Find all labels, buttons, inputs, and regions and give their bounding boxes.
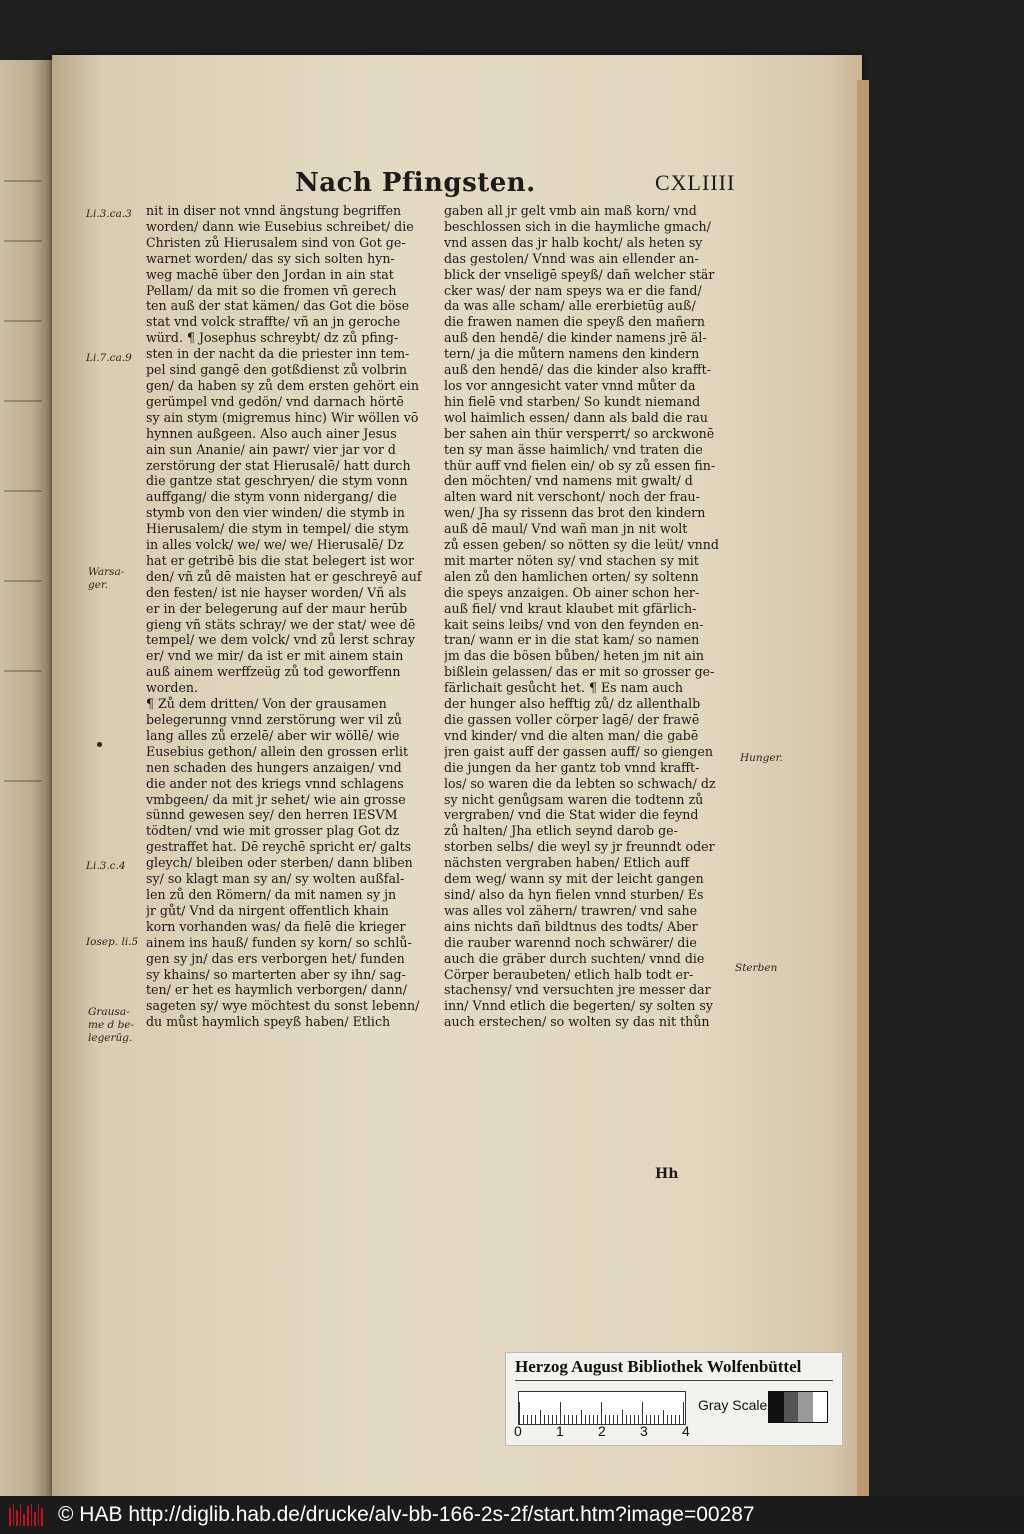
text-line: blick der vnseligē speyß/ dañ welcher stär [444,266,715,282]
text-line: jren gaist auff der gassen auff/ so giengen [444,743,713,759]
text-line: tödten/ vnd wie mit grosser plag Got dz [146,823,400,839]
text-line: gaben all jr gelt vmb ain maß korn/ vnd [444,203,697,218]
viewer-footer [0,1496,1024,1534]
text-line: alten ward nit verschont/ noch der frau- [444,489,700,505]
text-line: die speys anzaigen. Ob ainer schon her- [444,584,700,600]
ruler-tick [519,1402,520,1424]
margin-note: Hunger. [740,752,783,764]
text-line: ain sun Ananie/ ain pawr/ vier jar vor d [146,441,396,457]
previous-page-edge [0,60,52,1496]
text-line: auß fiel/ vnd kraut klaubet mit gfärlich- [444,600,697,616]
signature-mark: Hh [655,1166,679,1182]
text-line: ten sy man ässe haimlich/ vnd traten die [444,441,703,457]
margin-note: Warsa- ger. [88,566,125,591]
running-head: Nach Pfingsten. [295,168,536,198]
text-line: hat er getribē bis die stat belegert ist wor [146,552,415,568]
ruler-tick [642,1402,643,1424]
text-line: vmbgeen/ da mit jr sehet/ wie ain grosse [146,791,406,807]
ruler-tick [622,1410,623,1424]
text-line: die jungen da her gantz tob vnnd krafft- [444,759,700,775]
ruler-number: 4 [682,1423,690,1439]
text-line: ten auß der stat kämen/ das Got die böse [146,298,410,314]
text-line: hin fielē vnd starben/ So kundt niemand [444,393,701,409]
text-line: ber sahen ain thür versperrt/ so arckwonē [444,425,715,441]
text-line: sy khains/ so marterten aber sy ihn/ sag- [146,966,406,982]
text-line: Eusebius gethon/ allein den grossen erlit [146,743,409,759]
text-line: lang alles zů erzelē/ aber wir wöllē/ wie [146,727,400,743]
text-line: Hierusalem/ die stym in tempel/ die stym [146,521,409,537]
text-line: was alles vol zähern/ trawren/ vnd sahe [444,902,698,918]
margin-note: Iosep. li.5 [86,936,139,948]
text-line: sünnd gewesen sey/ den herren IESVM [146,807,398,823]
margin-mark [97,742,102,747]
text-line: auß ainem werffzeüg zů tod geworffenn [146,664,401,680]
text-line: jm das die bösen bůben/ heten jm nit ain [444,648,705,664]
text-line: zerstörung der stat Hierusalē/ hatt durch [146,457,411,473]
text-line: das gestolen/ Vnnd was ain ellender an- [444,250,699,266]
text-line: der hunger also hefftig zů/ dz allenthalb [444,696,701,712]
text-line: auß den hendē/ das die kinder also krafft- [444,362,711,378]
text-line: sy nicht genůgsam waren die todtenn zů [444,791,704,807]
ruler-tick [560,1402,561,1424]
text-line: worden/ dann wie Eusebius schreibet/ die [146,218,414,234]
margin-note: Li.3.c.4 [86,860,126,872]
page-fore-edge [857,80,869,1496]
text-line: sageten sy/ wye möchtest du sonst lebenn/ [146,998,420,1014]
ruler-scale [518,1391,686,1425]
text-line: stat vnd volck straffte/ vñ an jn geroche [146,314,401,330]
text-line: ains nichts dañ bildtnus des todts/ Aber [444,918,698,934]
text-line: gestraffet hat. Dē reychē spricht er/ galts [146,839,412,855]
ruler-number: 2 [598,1423,606,1439]
text-line: sind/ also da hyn fielen vnnd sturben/ Es [444,886,704,902]
text-line: gleych/ bleiben oder sterben/ dann bliben [146,855,413,871]
margin-note: Grausa- me d be- legerūg. [88,1006,135,1044]
text-line: die gantze stat geschryen/ die stym vonn [146,473,408,489]
text-line: pel sind gangē den gotßdienst zů volbrin [146,362,408,378]
text-line: vergraben/ vnd die Stat wider die feynd [444,807,699,823]
text-line: nen schaden des hungers anzaigen/ vnd [146,759,402,775]
text-line: stachensy/ vnd versuchten jre messer dar [444,982,711,998]
text-line: kait seins leibs/ vnd von den feynden en- [444,616,704,632]
text-line: dem weg/ wann sy mit der leicht gangen [444,871,704,887]
text-line: Christen zů Hierusalem sind von Got ge- [146,234,406,250]
text-line: nächsten vergraben haben/ Etlich auff [444,855,690,871]
text-line: tempel/ we dem volck/ vnd zů lerst schray [146,632,415,648]
hab-logo-icon [9,1504,43,1526]
corner-mark [992,1510,1014,1518]
text-line: gen sy jn/ das ers verborgen het/ funden [146,950,405,966]
ruler-tick [540,1410,541,1424]
margin-note: Li.3.ca.3 [86,208,132,220]
text-line: auß dē maul/ Vnd wañ man jn nit wolt [444,521,688,537]
text-line: du můst haymlich speyß haben/ Etlich [146,1014,391,1030]
text-line: tern/ ja die můtern namens den kindern [444,346,700,362]
text-line: worden. [146,680,199,696]
text-line: den möchten/ vnd namens mit gwalt/ d [444,473,693,489]
text-line: er in der belegerung auf der maur herūb [146,600,408,616]
text-line: auch erstechen/ so wolten sy das nit thůn [444,1014,710,1030]
ruler-tick [663,1410,664,1424]
text-line: Cörper beraubeten/ etlich halb todt er- [444,966,694,982]
text-line: gen/ da haben sy zů dem ersten gehört ein [146,377,419,393]
text-line: den/ vñ zů dē maisten hat er geschreyē auf [146,568,422,584]
text-line: cker was/ der nam speys wa er die fand/ [444,282,702,298]
text-line: los/ so waren die da lebten so schwach/ dz [444,775,716,791]
card-title: Herzog August Bibliothek Wolfenbüttel [515,1357,802,1376]
text-line: Pellam/ da mit so die fromen vñ gerech [146,282,397,298]
folio-number: CXLIIII [655,170,736,195]
ruler-number: 1 [556,1423,564,1439]
text-line: los vor anngesicht vater vnnd můter da [444,377,696,393]
text-line: sy/ so klagt man sy an/ sy wolten außfal- [146,871,405,887]
ruler-numbers [514,1423,694,1441]
text-line: len zů den Römern/ da mit namen sy jn [146,886,397,902]
text-line: den festen/ ist nie hayser worden/ Vñ als [146,584,407,600]
text-line: sy ain stym (migremus hinc) Wir wöllen vō [146,409,419,425]
ruler-tick [601,1402,602,1424]
text-line: belegerunng vnnd zerstörung wer vil zů [146,712,403,727]
text-line: korn vorhanden was/ da fielē die krieger [146,918,406,934]
text-line: gerümpel vnd gedön/ vnd darnach hörtē [146,393,404,409]
color-calibration-card [505,1352,843,1446]
card-rule [515,1380,833,1381]
text-line: alen zů den hamlichen orten/ sy soltenn [444,568,699,584]
text-line: würd. ¶ Josephus schreybt/ dz zů pfing- [146,330,399,346]
text-line: die rauber warennd noch schwärer/ die [444,934,697,950]
copyright-url[interactable]: © HAB http://diglib.hab.de/drucke/alv-bb-166-2s-2f/start.htm?image=00287 [58,1503,755,1526]
text-line: zů essen geben/ so nötten sy die leüt/ vnnd [444,537,719,553]
text-line: auffgang/ die stym vonn nidergang/ die [146,489,397,505]
text-line: die gassen voller cörper lagē/ der frawē [444,712,700,727]
text-line: inn/ Vnnd etlich die begerten/ sy solten sy [444,998,713,1014]
text-line: ¶ Zů dem dritten/ Von der grausamen [146,696,387,712]
text-line: beschlossen sich in die haymliche gmach/ [444,218,711,234]
text-line: tran/ wann er in die stat kam/ so namen [444,632,700,648]
text-line: hynnen außgeen. Also auch ainer Jesus [146,425,397,441]
text-line: er/ vnd we mir/ da ist er mit ainem stain [146,648,404,664]
text-line: auch die gräber durch suchten/ vnnd die [444,950,705,966]
text-line: vnd kinder/ vnd die alten man/ die gabē [444,727,699,743]
text-line: in alles volck/ we/ we/ we/ Hierusalē/ Dz [146,537,404,553]
margin-note: Sterben [735,962,778,974]
text-line: vnd assen das jr halb kocht/ als heten sy [444,234,703,250]
grayscale-label: Gray Scale [698,1397,768,1413]
text-line: bißlein gelassen/ das er mit so grosser ge- [444,664,715,680]
text-line: wen/ Jha sy rissenn das brot den kindern [444,505,706,521]
right-text-column [444,203,734,1030]
ruler-number: 0 [514,1423,522,1439]
text-line: auß den hendē/ die kinder namens jrē äl- [444,330,707,346]
text-line: warnet worden/ das sy sich solten hyn- [146,250,395,266]
text-line: jr gůt/ Vnd da nirgent offentlich khain [146,902,389,918]
text-line: färlichait gesůcht het. ¶ Es nam auch [444,680,683,696]
text-line: ten/ er het es haymlich verborgen/ dann/ [146,982,407,998]
text-line: mit marter nöten sy/ vnd stachen sy mit [444,552,699,568]
text-line: ainem ins hauß/ funden sy korn/ so schlů- [146,934,412,950]
text-line: sten in der nacht da die priester inn tem- [146,346,410,362]
text-line: da was alle scham/ alle ererbietūg auß/ [444,298,696,314]
left-text-column [146,203,432,1030]
text-line: die frawen namen die speyß den mañern [444,314,706,330]
text-line: die ander not des kriegs vnnd schlagens [146,775,404,791]
text-line: nit in diser not vnnd ängstung begriffen [146,203,402,218]
ruler-number: 3 [640,1423,648,1439]
text-line: wol haimlich essen/ dann als bald die rau [444,409,709,425]
text-line: thür auff vnd fielen ein/ ob sy zů essen fin- [444,457,716,473]
text-line: weg machē über den Jordan in ain stat [146,266,394,282]
text-line: gieng vñ stäts schray/ we der stat/ wee dē [146,616,416,632]
grayscale-patches [768,1391,828,1423]
ruler-tick [683,1402,684,1424]
text-line: zů halten/ Jha etlich seynd darob ge- [444,823,678,839]
text-line: stymb von den vier winden/ die stymb in [146,505,405,521]
text-line: storben selbs/ die weyl sy jr freunndt oder [444,839,715,855]
margin-note: Li.7.ca.9 [86,352,132,364]
ruler-tick [581,1410,582,1424]
